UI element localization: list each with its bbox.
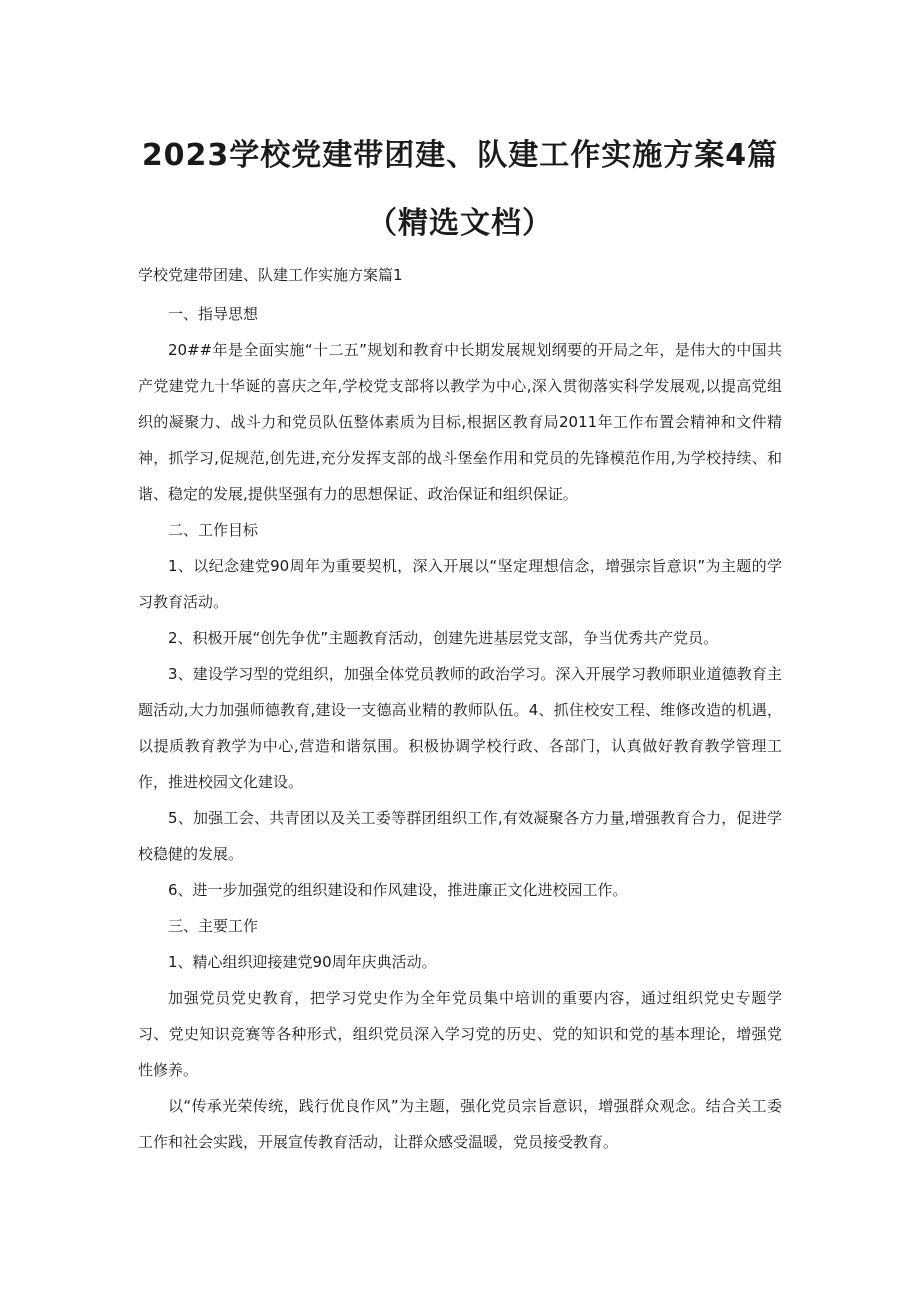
paragraph-work-1-detail-2: 以“传承光荣传统，践行优良作风”为主题，强化党员宗旨意识，增强群众观念。结合关工委工作和社会实践，开展宣传教育活动，让群众感受温暖，党员接受教育。: [138, 1097, 782, 1151]
paragraph-work-1-title: 1、精心组织迎接建党90周年庆典活动。: [168, 953, 437, 971]
paragraph-goal-5: 5、加强工会、共青团以及关工委等群团组织工作,有效凝聚各方力量,增强教育合力，促进学校稳健的发展。: [138, 809, 782, 863]
document-title-line-1: 2023学校党建带团建、队建工作实施方案4篇: [141, 138, 779, 173]
document-title-line-2: （精选文档）: [367, 206, 553, 241]
section-heading-work-goals: 二、工作目标: [168, 521, 259, 539]
paragraph-goal-2: 2、积极开展“创先争优”主题教育活动，创建先进基层党支部，争当优秀共产党员。: [168, 629, 719, 647]
paragraph-guiding-ideology: 20##年是全面实施“十二五”规划和教育中长期发展规划纲要的开局之年，是伟大的中国共产党建党九十华诞的喜庆之年,学校党支部将以教学为中心,深入贯彻落实科学发展观,以提高党组织的凝聚力、战斗力和党员队伍整体素质为目标,根据区教育局2011年工作布置会精神和文件精神，抓学习,促规范,创先进,充分发挥支部的战斗堡垒作用和党员的先锋模范作用,为学校持续、和谐、稳定的发展,提供坚强有力的思想保证、政治保证和组织保证。: [138, 341, 782, 503]
paragraph-goal-3-4: 3、建设学习型的党组织，加强全体党员教师的政治学习。深入开展学习教师职业道德教育主题活动,大力加强师德教育,建设一支德高业精的教师队伍。4、抓住校安工程、维修改造的机遇，以提质教育教学为中心,营造和谐氛围。积极协调学校行政、各部门，认真做好教育教学管理工作，推进校园文化建设。: [138, 665, 782, 791]
paragraph-work-1-detail-1: 加强党员党史教育，把学习党史作为全年党员集中培训的重要内容，通过组织党史专题学习、党史知识竞赛等各种形式，组织党员深入学习党的历史、党的知识和党的基本理论，增强党性修养。: [138, 989, 782, 1079]
paragraph-goal-1: 1、以纪念建党90周年为重要契机，深入开展以“坚定理想信念，增强宗旨意识”为主题的学习教育活动。: [138, 557, 782, 611]
section-heading-guiding-ideology: 一、指导思想: [168, 305, 259, 323]
section-heading-main-work: 三、主要工作: [168, 917, 259, 935]
document-subtitle: 学校党建带团建、队建工作实施方案篇1: [138, 266, 403, 284]
paragraph-goal-6: 6、进一步加强党的组织建设和作风建设，推进廉正文化进校园工作。: [168, 881, 628, 899]
document-body: [138, 296, 782, 1160]
